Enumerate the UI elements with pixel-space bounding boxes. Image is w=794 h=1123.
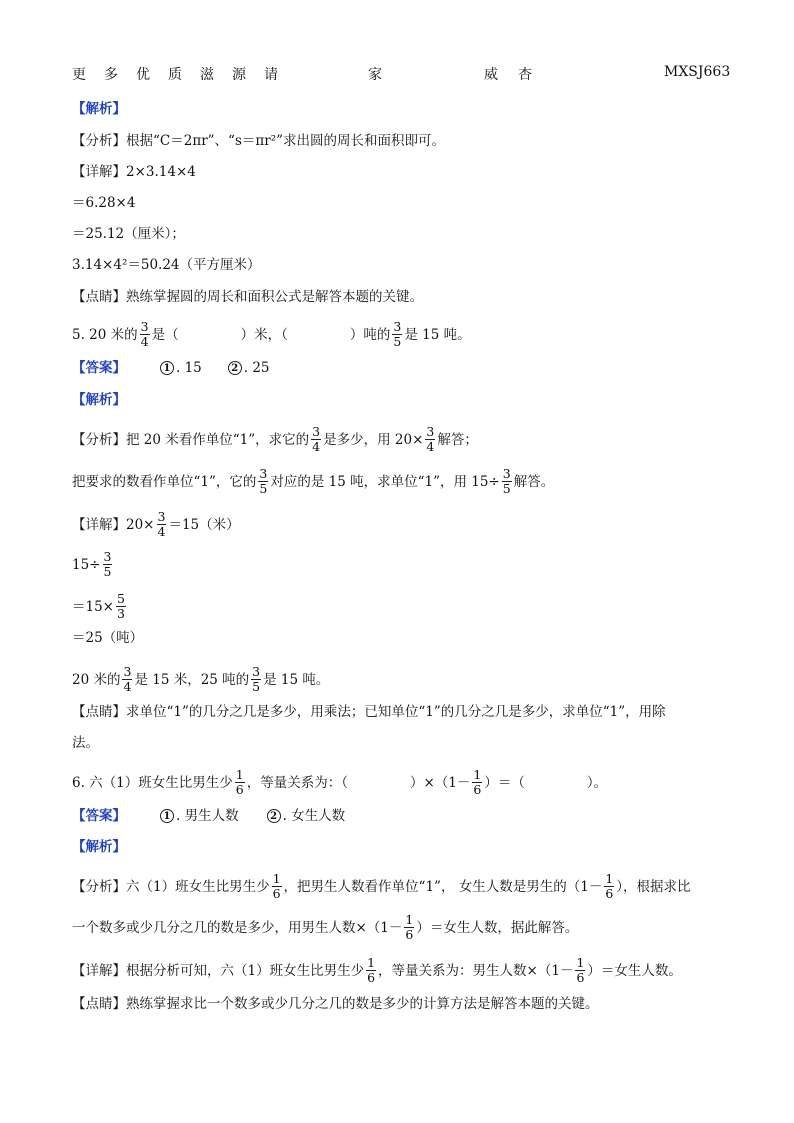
q5-stem-text: 是（ bbox=[151, 326, 179, 343]
fenxi-tag: 【分析】 bbox=[72, 431, 126, 448]
q6-answer-line bbox=[72, 806, 345, 826]
q5-xiangjie-text: ＝15× bbox=[72, 598, 114, 615]
fraction-3-4 bbox=[311, 425, 321, 454]
q6-xiangjie-text: 根据分析可知，六（1）班女生比男生少 bbox=[126, 962, 365, 979]
fraction-1-6 bbox=[472, 768, 482, 797]
numerator: 1 bbox=[272, 871, 281, 886]
header-char: 源 bbox=[232, 67, 246, 83]
q6-dianjing-text: 熟练掌握求比一个数多或少几分之几的数是多少的计算方法是解答本题的关键。 bbox=[126, 996, 599, 1012]
q6-jiexi-line bbox=[72, 837, 126, 857]
q4-step1: 2×3.14×4 bbox=[126, 164, 196, 180]
numerator: 3 bbox=[252, 664, 261, 679]
q5-xiangjie-text: 20 米的 bbox=[72, 671, 121, 688]
daan-tag: 【答案】 bbox=[72, 360, 126, 376]
circled-number-icon: 2 bbox=[267, 809, 281, 823]
q5-dianjing-text: 求单位“1”的几分之几是多少，用乘法；已知单位“1”的几分之几是多少，求单位“1”，用除 bbox=[126, 704, 666, 720]
q6-fenxi-text: 一个数多或少几分之几的数是多少，用男生人数×（1－ bbox=[72, 919, 403, 936]
fenxi-tag: 【分析】 bbox=[72, 878, 126, 895]
xiangjie-tag: 【详解】 bbox=[72, 516, 126, 533]
denominator: 4 bbox=[426, 439, 435, 454]
q6-fenxi-line-2 bbox=[72, 913, 578, 942]
q5-xiangjie-text: ＝25（吨） bbox=[72, 630, 144, 646]
q4-dianjing-line bbox=[72, 287, 423, 307]
denominator: 4 bbox=[312, 439, 321, 454]
fraction-1-6 bbox=[235, 768, 245, 797]
denominator: 6 bbox=[272, 886, 281, 901]
denominator: 3 bbox=[117, 606, 125, 621]
q6-stem-text: ）×（1－ bbox=[409, 774, 471, 791]
q5-xiangjie-line-2 bbox=[72, 550, 114, 579]
fraction-3-4 bbox=[122, 665, 132, 694]
numerator: 1 bbox=[367, 955, 376, 970]
q6-answer-1: . 男生人数 bbox=[176, 808, 239, 824]
q5-xiangjie-line-1 bbox=[72, 510, 240, 539]
fraction-1-6 bbox=[272, 872, 282, 901]
fraction-5-3 bbox=[116, 592, 126, 621]
circled-number-icon: 1 bbox=[160, 361, 174, 375]
denominator: 5 bbox=[393, 334, 402, 349]
denominator: 4 bbox=[140, 334, 149, 349]
q5-answer-2: . 25 bbox=[243, 360, 270, 376]
denominator: 5 bbox=[103, 564, 112, 579]
numerator: 3 bbox=[103, 549, 112, 564]
q4-step2: ＝6.28×4 bbox=[72, 195, 136, 211]
denominator: 6 bbox=[405, 927, 414, 942]
denominator: 5 bbox=[259, 481, 268, 496]
fraction-3-4 bbox=[425, 425, 435, 454]
q4-step2-line bbox=[72, 193, 135, 213]
dianjing-tag: 【点睛】 bbox=[72, 704, 126, 720]
fraction-3-4 bbox=[140, 320, 150, 349]
q5-dianjing-text: 法。 bbox=[72, 735, 99, 751]
q6-fenxi-text: 六（1）班女生比男生少 bbox=[126, 878, 270, 895]
q6-xiangjie-line bbox=[72, 956, 682, 985]
jiexi-tag: 【解析】 bbox=[72, 392, 126, 408]
q5-xiangjie-text: 是 15 米，25 吨的 bbox=[134, 671, 250, 688]
page-header bbox=[72, 64, 731, 86]
header-char: 多 bbox=[104, 67, 118, 83]
numerator: 3 bbox=[157, 509, 166, 524]
numerator: 3 bbox=[393, 319, 402, 334]
q5-xiangjie-text: ＝15（米） bbox=[168, 516, 240, 533]
q5-answer-line bbox=[72, 358, 270, 378]
jiexi-tag: 【解析】 bbox=[72, 839, 126, 855]
fraction-1-6 bbox=[366, 956, 376, 985]
fraction-3-4 bbox=[157, 510, 167, 539]
q5-stem-text: ）吨的 bbox=[349, 326, 391, 343]
fraction-1-6 bbox=[575, 956, 585, 985]
header-char: 家 bbox=[368, 67, 382, 83]
header-char: 更 bbox=[72, 67, 86, 83]
q5-jiexi-line bbox=[72, 390, 126, 410]
denominator: 6 bbox=[473, 782, 482, 797]
numerator: 1 bbox=[605, 871, 614, 886]
q5-fenxi-line-2 bbox=[72, 467, 554, 496]
header-char: 请 bbox=[264, 67, 278, 83]
q4-fenxi-text: 根据“C＝2πr”、“s＝πr²”求出圆的周长和面积即可。 bbox=[126, 133, 446, 149]
fraction-3-5 bbox=[392, 320, 402, 349]
q5-xiangjie-line-5 bbox=[72, 665, 329, 694]
header-char: 杏 bbox=[518, 67, 532, 83]
q6-fenxi-line-1 bbox=[72, 872, 691, 901]
q4-step3: ＝25.12（厘米）； bbox=[72, 226, 185, 242]
numerator: 3 bbox=[502, 466, 511, 481]
q5-stem-text: 5. 20 米的 bbox=[72, 326, 138, 343]
q5-xiangjie-line-3 bbox=[72, 592, 128, 621]
numerator: 1 bbox=[576, 955, 585, 970]
jiexi-tag: 【解析】 bbox=[72, 101, 126, 117]
fraction-3-5 bbox=[258, 467, 268, 496]
numerator: 3 bbox=[140, 319, 149, 334]
denominator: 6 bbox=[576, 970, 585, 985]
q4-xiangjie-line bbox=[72, 162, 196, 182]
q6-xiangjie-text: ）＝女生人数。 bbox=[587, 962, 682, 979]
q6-stem-text: ）。 bbox=[586, 774, 608, 791]
header-char: 质 bbox=[168, 67, 182, 83]
fraction-3-5 bbox=[251, 665, 261, 694]
numerator: 3 bbox=[123, 664, 132, 679]
header-char: 滋 bbox=[200, 67, 214, 83]
q6-stem-text: ，等量关系为：（ bbox=[246, 774, 348, 791]
q5-fenxi-text: 是多少，用 20× bbox=[323, 431, 424, 448]
numerator: 1 bbox=[405, 912, 414, 927]
q5-dianjing-line-2 bbox=[72, 733, 99, 753]
q5-fenxi-text: 对应的是 15 吨，求单位“1”，用 15÷ bbox=[270, 473, 500, 490]
numerator: 1 bbox=[473, 767, 482, 782]
q5-answer-1: . 15 bbox=[176, 360, 202, 376]
q6-stem-text: ）＝（ bbox=[484, 774, 525, 791]
q6-xiangjie-text: ，等量关系为：男生人数×（1－ bbox=[378, 962, 574, 979]
numerator: 3 bbox=[426, 424, 435, 439]
q5-stem-text: 是 15 吨。 bbox=[404, 326, 471, 343]
circled-number-icon: 2 bbox=[228, 361, 242, 375]
daan-tag: 【答案】 bbox=[72, 808, 126, 824]
numerator: 1 bbox=[235, 767, 244, 782]
circled-number-icon: 1 bbox=[160, 809, 174, 823]
numerator: 3 bbox=[259, 466, 268, 481]
denominator: 4 bbox=[157, 524, 166, 539]
q5-xiangjie-text: 是 15 吨。 bbox=[263, 671, 330, 688]
numerator: 5 bbox=[117, 591, 125, 606]
q6-stem bbox=[72, 768, 607, 797]
header-code: MXSJ663 bbox=[664, 64, 731, 80]
q5-dianjing-line-1 bbox=[72, 702, 666, 722]
q6-answer-2: . 女生人数 bbox=[282, 808, 346, 824]
fraction-3-5 bbox=[502, 467, 512, 496]
fraction-1-6 bbox=[404, 913, 414, 942]
q5-fenxi-line-1 bbox=[72, 425, 478, 454]
fenxi-tag: 【分析】 bbox=[72, 133, 126, 149]
header-char: 威 bbox=[484, 67, 498, 83]
q6-fenxi-text: ），根据求比 bbox=[616, 878, 691, 895]
q4-jiexi-line bbox=[72, 99, 126, 119]
q5-xiangjie-text: 15÷ bbox=[72, 556, 101, 573]
q6-stem-text: 6. 六（1）班女生比男生少 bbox=[72, 774, 233, 791]
denominator: 6 bbox=[367, 970, 376, 985]
q4-step4-line bbox=[72, 255, 261, 275]
q5-xiangjie-text: 20× bbox=[126, 516, 155, 533]
q6-fenxi-text: ）＝女生人数，据此解答。 bbox=[416, 919, 579, 936]
q5-stem bbox=[72, 320, 471, 349]
q6-dianjing-line bbox=[72, 994, 599, 1014]
q5-fenxi-text: 解答； bbox=[437, 431, 478, 448]
q5-fenxi-text: 把 20 米看作单位“1”，求它的 bbox=[126, 431, 310, 448]
numerator: 3 bbox=[312, 424, 321, 439]
q5-stem-text: ）米，（ bbox=[240, 326, 288, 343]
q5-fenxi-text: 解答。 bbox=[513, 473, 555, 490]
denominator: 4 bbox=[123, 679, 132, 694]
q6-fenxi-text: ，把男生人数看作单位“1”， 女生人数是男生的（1－ bbox=[283, 878, 603, 895]
q4-dianjing-text: 熟练掌握圆的周长和面积公式是解答本题的关键。 bbox=[126, 289, 423, 305]
q4-fenxi-line bbox=[72, 131, 445, 151]
fraction-1-6 bbox=[604, 872, 614, 901]
denominator: 5 bbox=[502, 481, 511, 496]
dianjing-tag: 【点睛】 bbox=[72, 996, 126, 1012]
q5-xiangjie-line-4 bbox=[72, 628, 143, 648]
dianjing-tag: 【点睛】 bbox=[72, 289, 126, 305]
xiangjie-tag: 【详解】 bbox=[72, 962, 126, 979]
xiangjie-tag: 【详解】 bbox=[72, 164, 126, 180]
q5-fenxi-text: 把要求的数看作单位“1”，它的 bbox=[72, 473, 257, 490]
denominator: 5 bbox=[252, 679, 261, 694]
denominator: 6 bbox=[605, 886, 614, 901]
q4-step3-line bbox=[72, 224, 185, 244]
header-char: 优 bbox=[136, 67, 150, 83]
q4-step4: 3.14×4²＝50.24（平方厘米） bbox=[72, 257, 261, 273]
fraction-3-5 bbox=[103, 550, 113, 579]
denominator: 6 bbox=[235, 782, 244, 797]
